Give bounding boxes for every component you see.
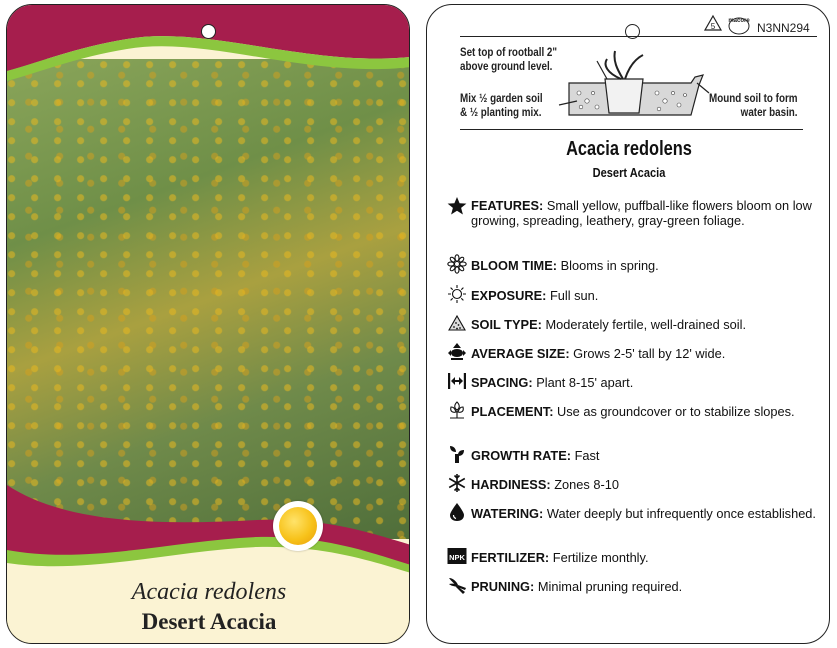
macore-recycle-logo xyxy=(703,13,755,35)
star-icon xyxy=(447,196,467,216)
growth-rate-row: GROWTH RATE: Fast xyxy=(471,448,600,463)
full-sun-badge xyxy=(273,501,323,551)
flower-icon xyxy=(447,254,467,274)
size-icon xyxy=(447,342,467,362)
spacing-icon xyxy=(447,371,467,391)
soil-mix-instruction: Mix ½ garden soil & ½ planting mix. xyxy=(460,91,543,119)
planting-diagram xyxy=(447,41,827,125)
spacing-row: SPACING: Plant 8-15' apart. xyxy=(471,375,634,390)
water-drop-icon xyxy=(447,502,467,522)
front-latin-name: Acacia redolens xyxy=(131,579,287,605)
brand-text: macore xyxy=(728,18,750,24)
placement-row: PLACEMENT: Use as groundcover or to stabilize slopes. xyxy=(471,404,795,419)
divider-line xyxy=(460,129,803,130)
divider-line xyxy=(460,36,817,37)
pruners-icon xyxy=(447,575,467,595)
plant-stems-icon xyxy=(606,51,643,79)
front-tag-swoosh-art xyxy=(7,5,410,644)
exposure-row: EXPOSURE: Full sun. xyxy=(471,288,599,303)
rootball-instruction: Set top of rootball 2" above ground level. xyxy=(460,45,558,73)
bloom-time-row: BLOOM TIME: Blooms in spring. xyxy=(471,258,659,273)
sun-icon xyxy=(279,507,317,545)
sun-icon xyxy=(447,284,467,304)
soil-type-row: SOIL TYPE: Moderately fertile, well-drained soil. xyxy=(471,317,747,332)
hardiness-row: HARDINESS: Zones 8-10 xyxy=(471,477,619,492)
npk-icon xyxy=(447,546,467,566)
product-code: N3NN294 xyxy=(757,21,810,35)
fertilizer-row: FERTILIZER: Fertilize monthly. xyxy=(471,550,649,565)
average-size-row: AVERAGE SIZE: Grows 2-5' tall by 12' wide. xyxy=(471,346,726,361)
back-latin-name: Acacia redolens xyxy=(566,138,692,160)
recycle-number: 5 xyxy=(710,22,716,31)
hang-hole xyxy=(201,24,216,39)
soil-icon xyxy=(447,313,467,333)
placement-icon xyxy=(447,400,467,420)
back-common-name: Desert Acacia xyxy=(592,165,666,180)
features-row: FEATURES: Small yellow, puffball-like flowers bloom on low growing, spreading, leathery, gray-green foliage. xyxy=(471,198,812,228)
pruning-row: PRUNING: Minimal pruning required. xyxy=(471,579,683,594)
front-tag xyxy=(6,4,410,644)
back-tag xyxy=(426,4,830,644)
rootball xyxy=(605,79,643,113)
front-common-name: Desert Acacia xyxy=(141,609,277,634)
svg-text:NPK: NPK xyxy=(449,553,465,562)
watering-row: WATERING: Water deeply but infrequently once established. xyxy=(471,506,816,521)
growth-icon xyxy=(447,444,467,464)
snowflake-icon xyxy=(447,473,467,493)
basin-instruction: Mound soil to form water basin. xyxy=(709,91,798,119)
